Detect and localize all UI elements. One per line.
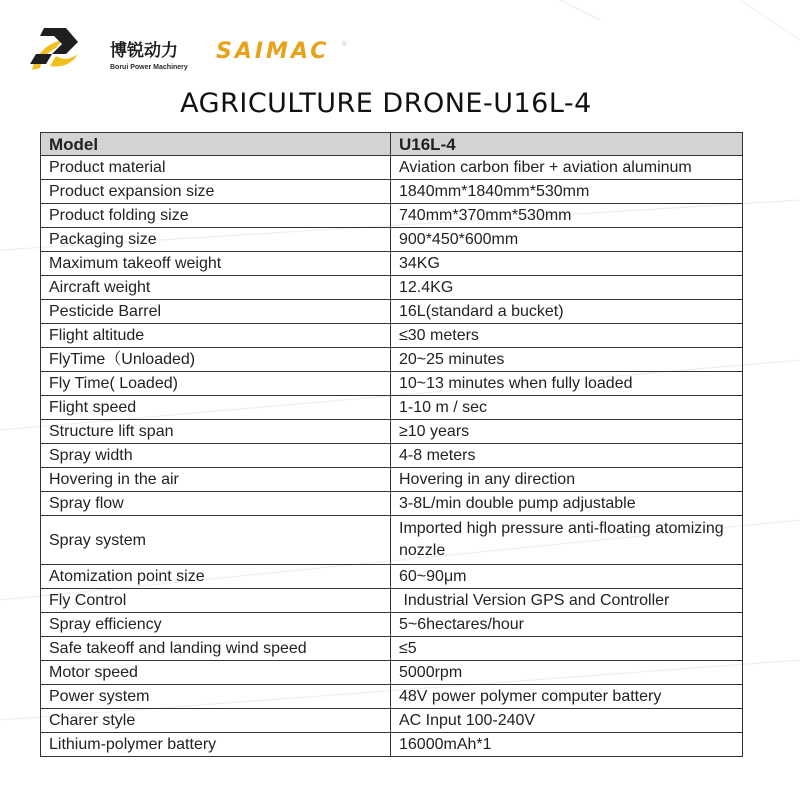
parameter-cell: FlyTime（Unloaded) — [41, 348, 391, 372]
value-cell: 1-10 m / sec — [391, 396, 743, 420]
table-row — [41, 685, 743, 709]
brand-english-name: Borui Power Machinery — [110, 64, 188, 71]
value-cell: 740mm*370mm*530mm — [391, 204, 743, 228]
parameter-cell: Pesticide Barrel — [41, 300, 391, 324]
parameter-cell: Packaging size — [41, 228, 391, 252]
value-cell: 12.4KG — [391, 276, 743, 300]
value-cell: Industrial Version GPS and Controller — [391, 589, 743, 613]
saimac-wordmark: SAIMAC — [216, 39, 330, 64]
value-cell: 5~6hectares/hour — [391, 613, 743, 637]
value-cell: 900*450*600mm — [391, 228, 743, 252]
value-cell: 16L(standard a bucket) — [391, 300, 743, 324]
spec-table — [40, 132, 743, 757]
table-row — [41, 661, 743, 685]
table-row — [41, 228, 743, 252]
value-cell: 10~13 minutes when fully loaded — [391, 372, 743, 396]
brand-logo — [26, 24, 347, 80]
borui-logo-icon — [26, 24, 82, 76]
table-row — [41, 396, 743, 420]
table-header-row — [41, 133, 743, 156]
table-row — [41, 492, 743, 516]
parameter-cell: Safe takeoff and landing wind speed — [41, 637, 391, 661]
value-cell: 4-8 meters — [391, 444, 743, 468]
page-title: AGRICULTURE DRONE-U16L-4 — [180, 88, 592, 119]
parameter-cell: Lithium-polymer battery — [41, 733, 391, 757]
parameter-cell: Product material — [41, 156, 391, 180]
parameter-cell: Spray flow — [41, 492, 391, 516]
value-cell: Imported high pressure anti-floating atomizing nozzle — [391, 516, 743, 565]
header-cell-model: U16L-4 — [391, 133, 743, 156]
parameter-cell: Structure lift span — [41, 420, 391, 444]
parameter-cell: Aircraft weight — [41, 276, 391, 300]
table-row — [41, 180, 743, 204]
value-cell: 5000rpm — [391, 661, 743, 685]
value-cell: Hovering in any direction — [391, 468, 743, 492]
value-cell: 16000mAh*1 — [391, 733, 743, 757]
table-row — [41, 444, 743, 468]
parameter-cell: Maximum takeoff weight — [41, 252, 391, 276]
table-row — [41, 709, 743, 733]
parameter-cell: Flight altitude — [41, 324, 391, 348]
table-row — [41, 156, 743, 180]
parameter-cell: Atomization point size — [41, 565, 391, 589]
value-cell: 60~90μm — [391, 565, 743, 589]
parameter-cell: Power system — [41, 685, 391, 709]
table-row — [41, 565, 743, 589]
table-row — [41, 348, 743, 372]
parameter-cell: Spray width — [41, 444, 391, 468]
parameter-cell: Fly Time( Loaded) — [41, 372, 391, 396]
parameter-cell: Spray efficiency — [41, 613, 391, 637]
parameter-cell: Motor speed — [41, 661, 391, 685]
table-row — [41, 613, 743, 637]
value-cell: ≤30 meters — [391, 324, 743, 348]
value-cell: 20~25 minutes — [391, 348, 743, 372]
value-cell: 34KG — [391, 252, 743, 276]
table-row — [41, 276, 743, 300]
value-cell: 48V power polymer computer battery — [391, 685, 743, 709]
parameter-cell: Charer style — [41, 709, 391, 733]
parameter-cell: Product expansion size — [41, 180, 391, 204]
value-cell: AC Input 100-240V — [391, 709, 743, 733]
table-row — [41, 589, 743, 613]
value-cell: ≥10 years — [391, 420, 743, 444]
value-cell: 1840mm*1840mm*530mm — [391, 180, 743, 204]
parameter-cell: Spray system — [41, 516, 391, 565]
parameter-cell: Fly Control — [41, 589, 391, 613]
parameter-cell: Flight speed — [41, 396, 391, 420]
value-cell: ≤5 — [391, 637, 743, 661]
table-row — [41, 300, 743, 324]
table-row — [41, 516, 743, 565]
registered-mark: ® — [342, 42, 347, 48]
table-row — [41, 324, 743, 348]
table-row — [41, 468, 743, 492]
table-row — [41, 637, 743, 661]
table-row — [41, 372, 743, 396]
value-cell: Aviation carbon fiber + aviation aluminum — [391, 156, 743, 180]
value-cell: 3-8L/min double pump adjustable — [391, 492, 743, 516]
table-row — [41, 204, 743, 228]
parameter-cell: Hovering in the air — [41, 468, 391, 492]
parameter-cell: Product folding size — [41, 204, 391, 228]
table-row — [41, 733, 743, 757]
brand-chinese-name: 博锐动力 — [110, 41, 178, 61]
table-row — [41, 252, 743, 276]
header-cell-parameter: Model — [41, 133, 391, 156]
table-row — [41, 420, 743, 444]
